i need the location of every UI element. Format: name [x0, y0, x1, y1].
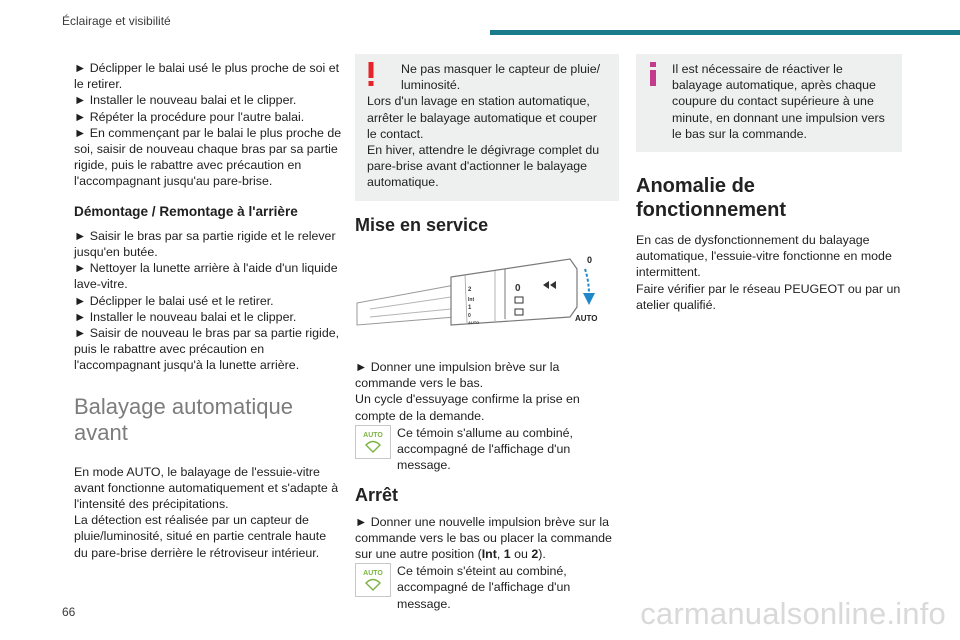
stalk-label: Int	[468, 296, 475, 303]
column-1	[74, 60, 342, 561]
info-text: Il est nécessaire de réactiver le balayage automatique, après chaque coupure du contact supérieure à une minute, en donnant une impulsion vers le bas sur la commande.	[672, 62, 885, 141]
stalk-label: AUTO	[575, 313, 598, 323]
malfunction-heading: Anomalie de fonctionnement	[636, 175, 786, 222]
auto-wipe-indicator-icon	[355, 425, 391, 459]
step-line: ► Déclipper le balai usé le plus proche de soi et le retirer.	[74, 61, 340, 92]
step-line: ► Installer le nouveau balai et le clipper.	[74, 93, 297, 108]
stalk-label: 2	[468, 286, 472, 293]
indicator-text: Ce témoin s'allume au combiné, accompagné de l'affichage d'un message.	[397, 425, 573, 473]
step-line: ► En commençant par le balai le plus proche de soi, saisir de nouveau chaque bras par sa partie rigide, puis le rabattre avec précaution en l'accompagnant jusqu'au pare-brise.	[74, 125, 342, 189]
indicator-row	[355, 563, 619, 612]
activation-heading: Mise en service	[355, 214, 489, 235]
wiper-stalk-illustration	[355, 255, 619, 339]
section-header: Éclairage et visibilité	[62, 14, 171, 28]
header-accent-bar	[490, 30, 960, 35]
watermark: carmanualsonline.info	[640, 596, 946, 631]
warning-icon	[367, 62, 375, 90]
warning-text: En hiver, attendre le dégivrage complet du pare-brise avant d'actionner le balayage automatique.	[367, 143, 600, 190]
stalk-label: 1	[468, 304, 472, 311]
paragraph: Un cycle d'essuyage confirme la prise en compte de la demande.	[355, 392, 580, 423]
step-line: ► Donner une impulsion brève sur la commande vers le bas.	[355, 360, 560, 391]
indicator-label: AUTO	[363, 570, 383, 578]
info-icon	[648, 62, 658, 90]
warning-text: Ne pas masquer le capteur de pluie/ luminosité.	[401, 62, 601, 93]
step-line: ► Installer le nouveau balai et le clipper.	[74, 309, 297, 324]
info-box	[636, 54, 902, 152]
paragraph: Faire vérifier par le réseau PEUGEOT ou par un atelier qualifié.	[636, 281, 901, 312]
step-line: ► Donner une nouvelle impulsion brève sur la commande vers le bas ou placer la commande sur une autre position (Int, 1 ou 2).	[355, 514, 612, 562]
stalk-label: 0	[587, 254, 593, 265]
paragraph: En cas de dysfonctionnement du balayage automatique, l'essuie-vitre fonctionne en mode intermittent.	[636, 233, 892, 280]
warning-box	[355, 54, 619, 201]
indicator-text: Ce témoin s'éteint au combiné, accompagné de l'affichage d'un message.	[397, 564, 571, 611]
column-3	[636, 54, 902, 313]
rear-removal-heading: Démontage / Remontage à l'arrière	[74, 203, 298, 219]
paragraph: La détection est réalisée par un capteur de pluie/luminosité, situé en partie centrale haute du pare-brise derrière le rétroviseur intérieur.	[74, 513, 327, 560]
auto-wipe-indicator-icon	[355, 563, 391, 597]
step-line: ► Déclipper le balai usé et le retirer.	[74, 293, 274, 308]
step-line: ► Répéter la procédure pour l'autre balai.	[74, 109, 305, 124]
column-2	[355, 54, 619, 612]
warning-text: Lors d'un lavage en station automatique, arrêter le balayage automatique et couper le contact.	[367, 94, 598, 141]
stalk-label: AUTO	[468, 319, 480, 325]
step-line: ► Saisir de nouveau le bras par sa partie rigide, puis le rabattre avec précaution en l'accompagnant jusqu'à la lunette arrière.	[74, 326, 340, 373]
step-line: ► Nettoyer la lunette arrière à l'aide d'un liquide lave-vitre.	[74, 261, 338, 292]
indicator-row	[355, 425, 619, 474]
stop-heading: Arrêt	[355, 485, 399, 506]
step-line: ► Saisir le bras par sa partie rigide et le relever jusqu'en butée.	[74, 228, 336, 260]
stalk-label: 0	[468, 312, 471, 319]
page-number: 66	[62, 605, 76, 619]
svg-text:0: 0	[515, 282, 521, 294]
paragraph: En mode AUTO, le balayage de l'essuie-vitre avant fonctionne automatiquement et s'adapte à l'intensité des précipitations.	[74, 464, 339, 512]
indicator-label: AUTO	[363, 431, 383, 439]
auto-wiping-heading: Balayage automatique avant	[74, 393, 293, 445]
